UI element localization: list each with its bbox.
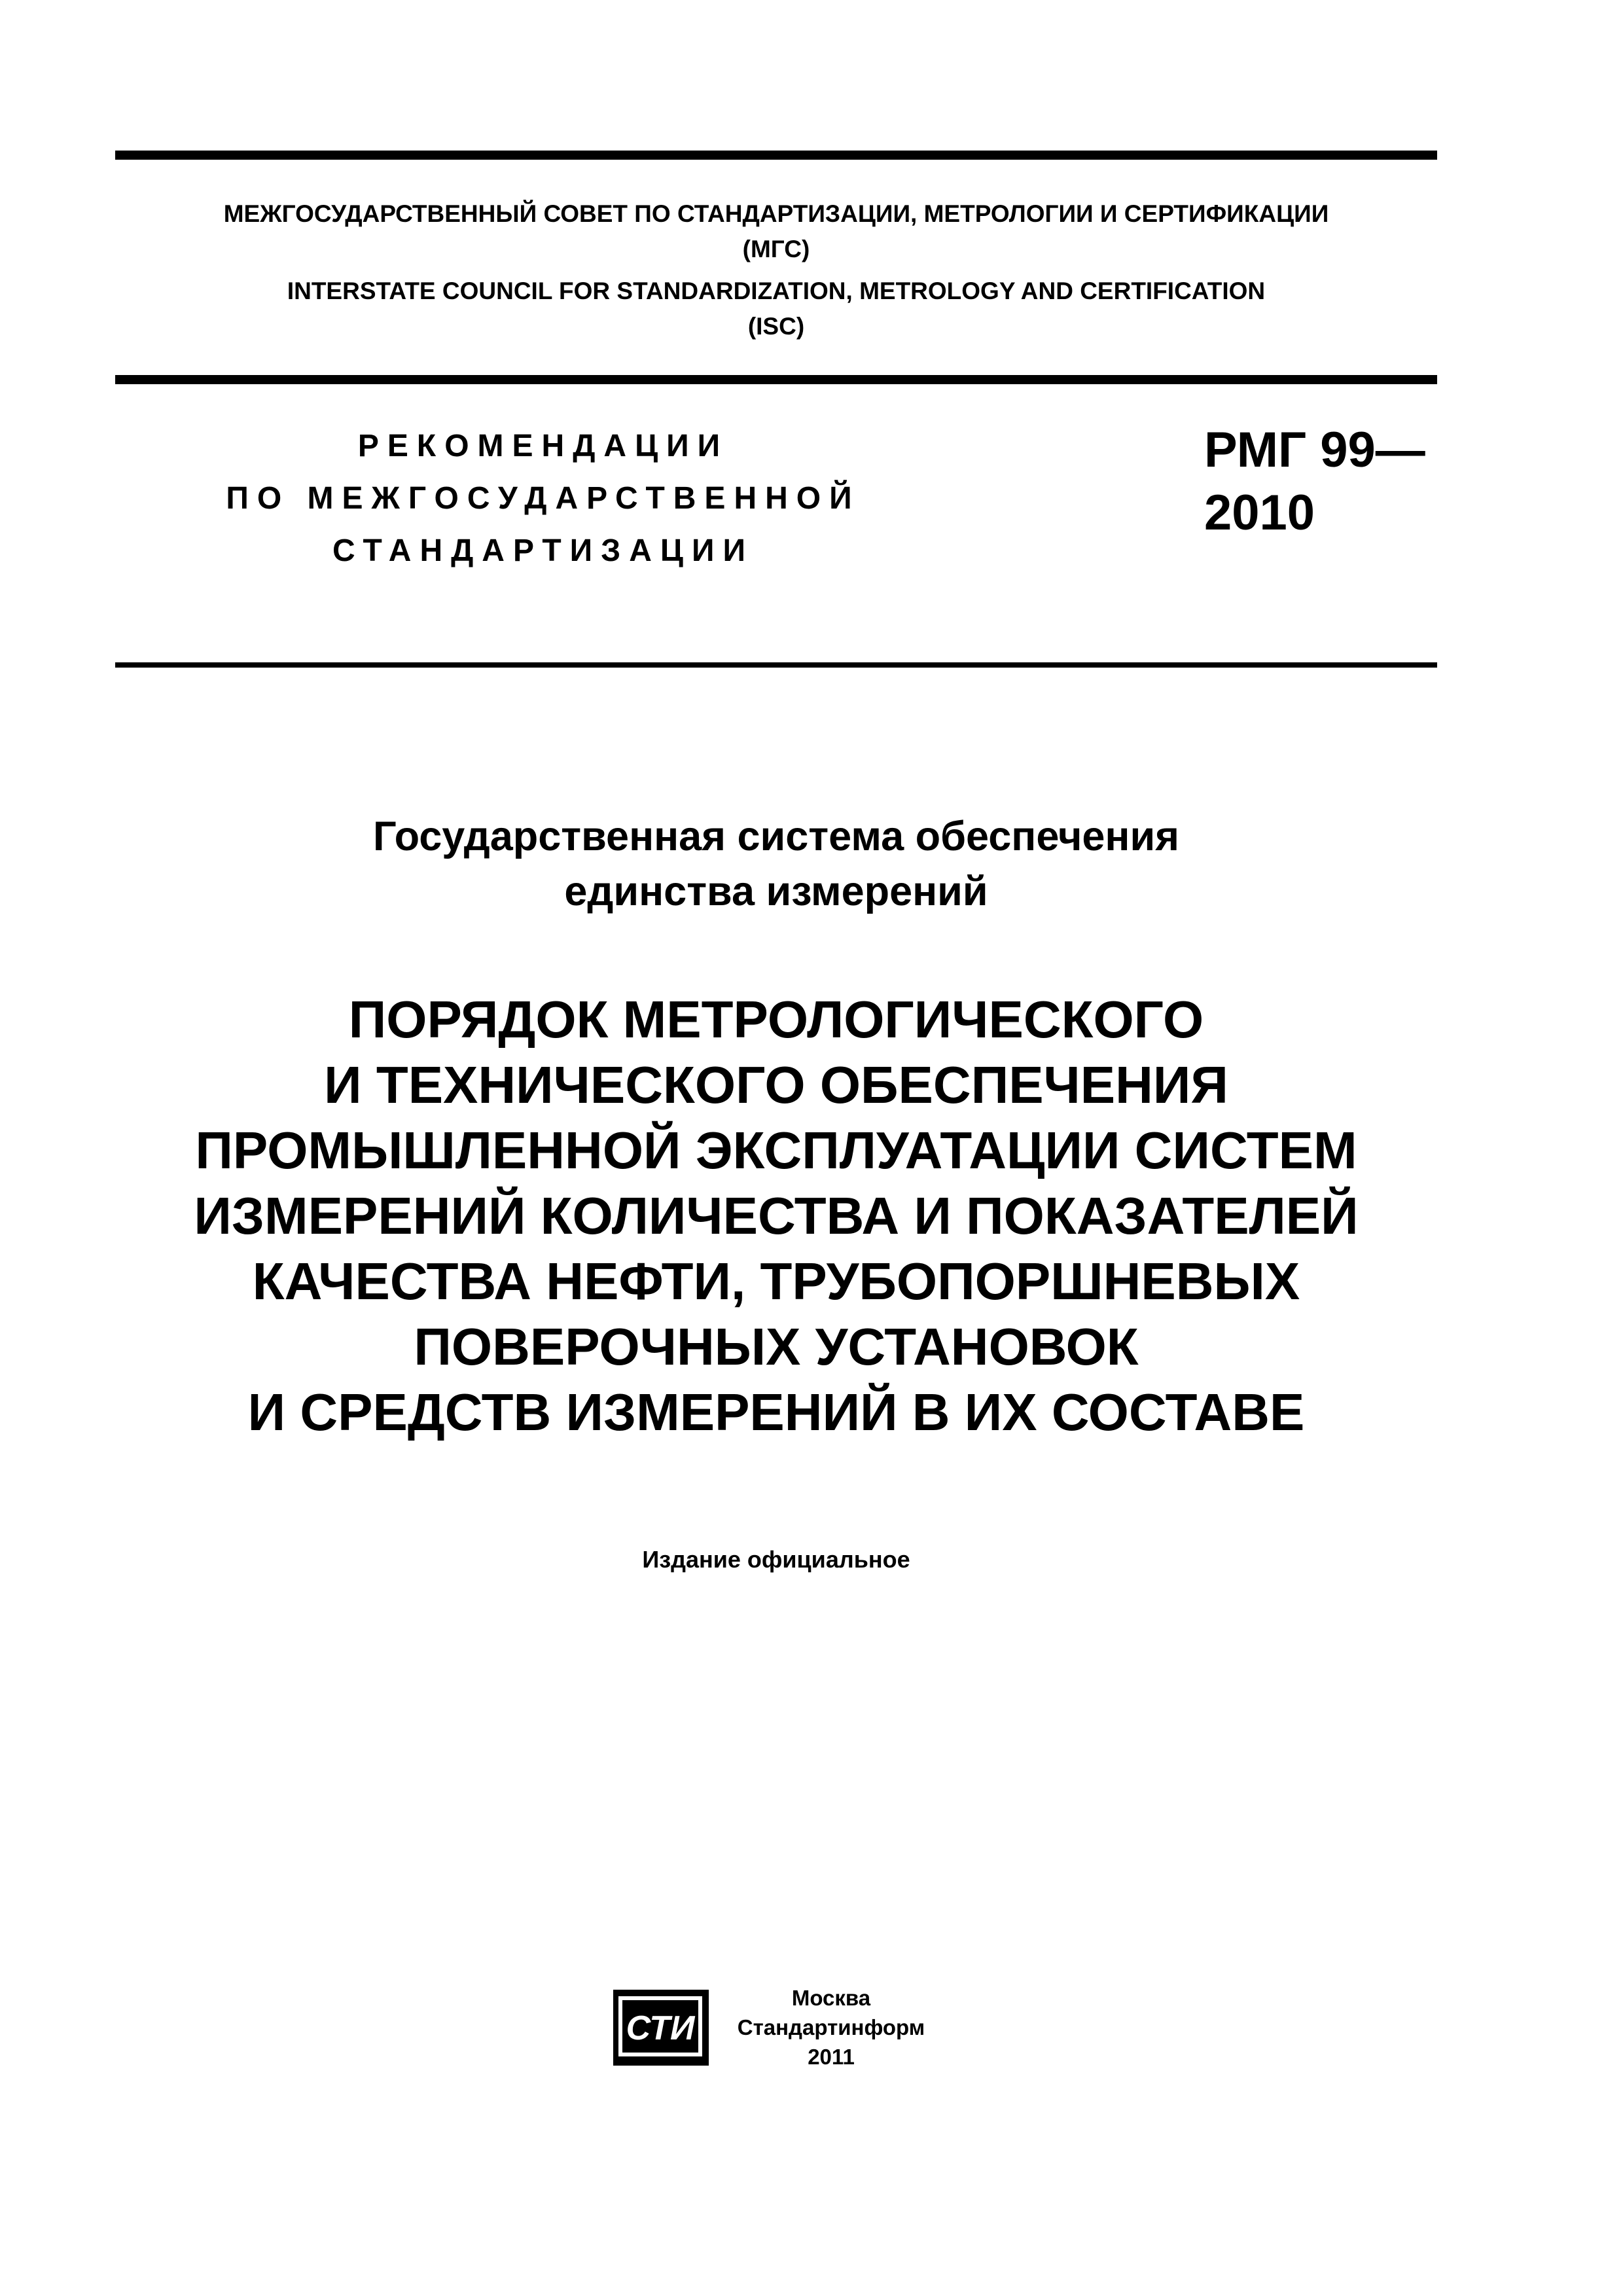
- council-name-ru: МЕЖГОСУДАРСТВЕННЫЙ СОВЕТ ПО СТАНДАРТИЗАЦИИ, МЕТРОЛОГИИ И СЕРТИФИКАЦИИ: [223, 200, 1329, 227]
- logo-text: СТИ: [626, 2009, 695, 2047]
- system-title-line-1: Государственная система обеспечения: [373, 814, 1179, 859]
- standartinform-logo-icon: [613, 1990, 709, 2066]
- main-title-line: ПОРЯДОК МЕТРОЛОГИЧЕСКОГО: [348, 990, 1204, 1049]
- recommendations-block: [216, 420, 870, 577]
- edition-note: Издание официальное: [642, 1546, 910, 1573]
- document-code: [1204, 419, 1425, 545]
- publisher-year: 2011: [808, 2045, 855, 2069]
- publisher-block: [707, 1983, 955, 2072]
- middle-rule: [115, 375, 1437, 384]
- lower-rule: [115, 662, 1437, 668]
- recommendations-line-3: СТАНДАРТИЗАЦИИ: [332, 533, 754, 568]
- main-title-line: И СРЕДСТВ ИЗМЕРЕНИЙ В ИХ СОСТАВЕ: [247, 1383, 1305, 1441]
- council-abbr-ru: (МГС): [742, 236, 810, 262]
- document-code-line-1: РМГ 99—: [1204, 422, 1425, 478]
- main-title-line: ИЗМЕРЕНИЙ КОЛИЧЕСТВА И ПОКАЗАТЕЛЕЙ: [194, 1187, 1359, 1245]
- council-abbr-en: (ISC): [747, 313, 805, 340]
- main-title-line: ПРОМЫШЛЕННОЙ ЭКСПЛУАТАЦИИ СИСТЕМ: [195, 1121, 1357, 1179]
- main-title-line: КАЧЕСТВА НЕФТИ, ТРУБОПОРШНЕВЫХ: [252, 1252, 1300, 1310]
- system-title-line-2: единства измерений: [564, 869, 988, 914]
- system-title: [115, 809, 1437, 919]
- document-code-line-2: 2010: [1204, 485, 1315, 541]
- main-title-line: И ТЕХНИЧЕСКОГО ОБЕСПЕЧЕНИЯ: [324, 1056, 1228, 1114]
- publisher-name: Стандартинформ: [737, 2015, 925, 2039]
- council-name-en: INTERSTATE COUNCIL FOR STANDARDIZATION, METROLOGY AND CERTIFICATION: [287, 278, 1266, 304]
- recommendations-line-2: ПО МЕЖГОСУДАРСТВЕННОЙ: [226, 481, 861, 516]
- main-title: [115, 987, 1437, 1445]
- recommendations-line-1: РЕКОМЕНДАЦИИ: [357, 429, 729, 463]
- publisher-city: Москва: [791, 1986, 871, 2010]
- top-rule: [115, 151, 1437, 160]
- council-header: [115, 196, 1437, 344]
- main-title-line: ПОВЕРОЧНЫХ УСТАНОВОК: [414, 1318, 1139, 1376]
